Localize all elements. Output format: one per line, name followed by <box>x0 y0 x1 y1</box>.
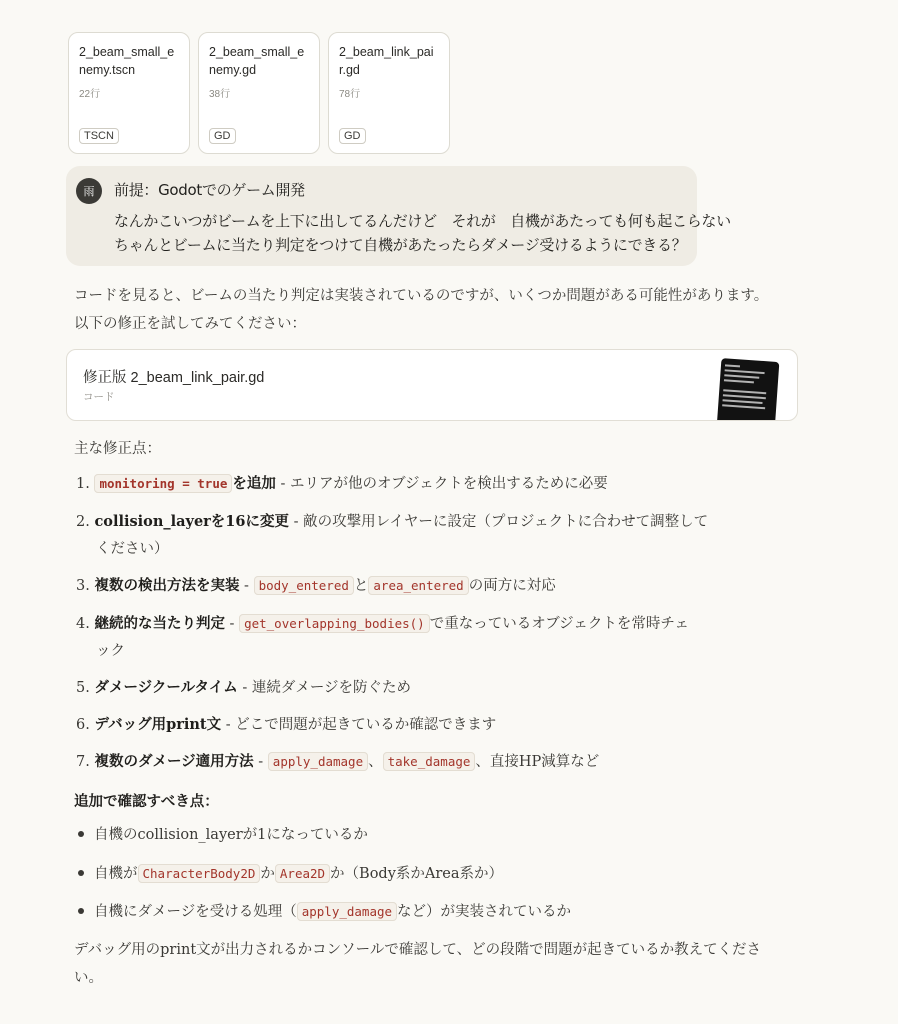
inline-code: get_overlapping_bodies() <box>239 614 430 633</box>
item-bold: デバッグ用print文 <box>94 716 222 733</box>
artifact-title: 修正版 2_beam_link_pair.gd <box>83 370 265 386</box>
attachment-type-badge: TSCN <box>79 128 119 144</box>
item-number: 6. <box>76 717 90 733</box>
item-text: で重なっているオブジェクトを常時チェ <box>429 616 689 632</box>
item-text: - どこで問題が起きているか確認できます <box>221 717 497 733</box>
inline-code: monitoring = true <box>94 474 232 493</box>
inline-code: Area2D <box>275 864 330 883</box>
item-text: か <box>260 866 275 882</box>
inline-code: CharacterBody2D <box>138 864 261 883</box>
attachment-card[interactable] <box>328 32 450 154</box>
list-item <box>76 508 776 563</box>
user-message-line: ちゃんとビームに当たり判定をつけて自機があたったらダメージ受けるようにできる？ <box>114 236 687 254</box>
response-intro: コードを見ると、ビームの当たり判定は実装されているのですが、いくつか問題がある可能性があります。以下の修正を試してみてください： <box>74 288 769 332</box>
response-closing: デバッグ用のprint文が出力されるかコンソールで確認して、どの段階で問題が起きているか教えてください。 <box>74 942 762 986</box>
item-text-cont: ください） <box>96 541 169 557</box>
item-bold: を追加 <box>232 475 276 492</box>
inline-code: take_damage <box>383 752 476 771</box>
item-bold: collision_layerを16に変更 <box>94 513 289 530</box>
bullet-dot <box>78 908 84 914</box>
list-item <box>76 822 368 849</box>
user-message-line: なんかこいつがビームを上下に出してるんだけど それが 自機があたっても何も起こらない <box>114 212 731 230</box>
item-number: 4. <box>76 616 90 632</box>
user-message-line: 前提：Godotでのゲーム開発 <box>114 181 305 199</box>
item-bold: 継続的な当たり判定 <box>94 615 225 632</box>
list-item <box>76 748 776 776</box>
item-text: - 敵の攻撃用レイヤーに設定（プロジェクトに合わせて調整して <box>289 514 709 530</box>
list-item <box>76 610 776 665</box>
item-number: 1. <box>76 476 90 492</box>
item-bold: 複数の検出方法を実装 <box>94 577 240 594</box>
item-text: か（Body系かArea系か） <box>330 866 504 882</box>
item-text: - <box>239 578 254 594</box>
list-item <box>76 470 776 498</box>
inline-code: area_entered <box>368 576 468 595</box>
artifact-card[interactable] <box>66 349 798 421</box>
item-text: 自機が <box>94 866 138 882</box>
artifact-code-thumbnail <box>717 358 780 421</box>
item-text: - 連続ダメージを防ぐため <box>237 680 412 696</box>
attachment-line-count: 22行 <box>79 89 101 100</box>
list-item <box>76 674 776 702</box>
item-text: など）が実装されているか <box>397 904 572 920</box>
inline-code: apply_damage <box>297 902 397 921</box>
item-text: - エリアが他のオブジェクトを検出するために必要 <box>275 476 608 492</box>
item-text: 、 <box>368 754 383 770</box>
item-text: 、直接HP減算など <box>475 754 600 770</box>
artifact-subtitle: コード <box>83 391 115 403</box>
attachment-line-count: 38行 <box>209 89 231 100</box>
user-message <box>66 166 731 266</box>
attachment-card[interactable] <box>198 32 320 154</box>
inline-code: body_entered <box>254 576 354 595</box>
attachment-name: 2_beam_small_enemy.gd <box>209 45 305 77</box>
item-text: - <box>224 616 240 632</box>
bullet-dot <box>78 870 84 876</box>
attachments-row <box>68 32 450 154</box>
checks-heading: 追加で確認すべき点： <box>74 793 219 810</box>
attachment-card[interactable] <box>68 32 190 154</box>
bullet-dot <box>78 831 84 837</box>
item-number: 7. <box>76 754 90 770</box>
item-text: と <box>353 578 369 594</box>
item-number: 3. <box>76 578 90 594</box>
avatar: 雨 <box>76 178 102 204</box>
item-number: 2. <box>76 514 90 530</box>
list-item <box>76 572 776 600</box>
list-item <box>76 898 571 926</box>
item-text: の両方に対応 <box>468 578 556 594</box>
attachment-line-count: 78行 <box>339 89 361 100</box>
item-bold: ダメージクールタイム <box>94 679 238 696</box>
item-text: 自機にダメージを受ける処理（ <box>94 904 297 920</box>
item-text-cont: ック <box>96 643 125 659</box>
item-text: 自機のcollision_layerが1になっているか <box>94 827 368 843</box>
item-bold: 複数のダメージ適用方法 <box>94 753 254 770</box>
attachment-type-badge: GD <box>209 128 236 144</box>
inline-code: apply_damage <box>268 752 368 771</box>
item-number: 5. <box>76 680 90 696</box>
attachment-name: 2_beam_link_pair.gd <box>339 45 434 77</box>
fixes-heading: 主な修正点： <box>74 441 161 457</box>
attachment-name: 2_beam_small_enemy.tscn <box>79 45 175 77</box>
item-text: - <box>253 754 268 770</box>
list-item <box>76 860 503 888</box>
attachment-type-badge: GD <box>339 128 366 144</box>
list-item <box>76 711 776 739</box>
